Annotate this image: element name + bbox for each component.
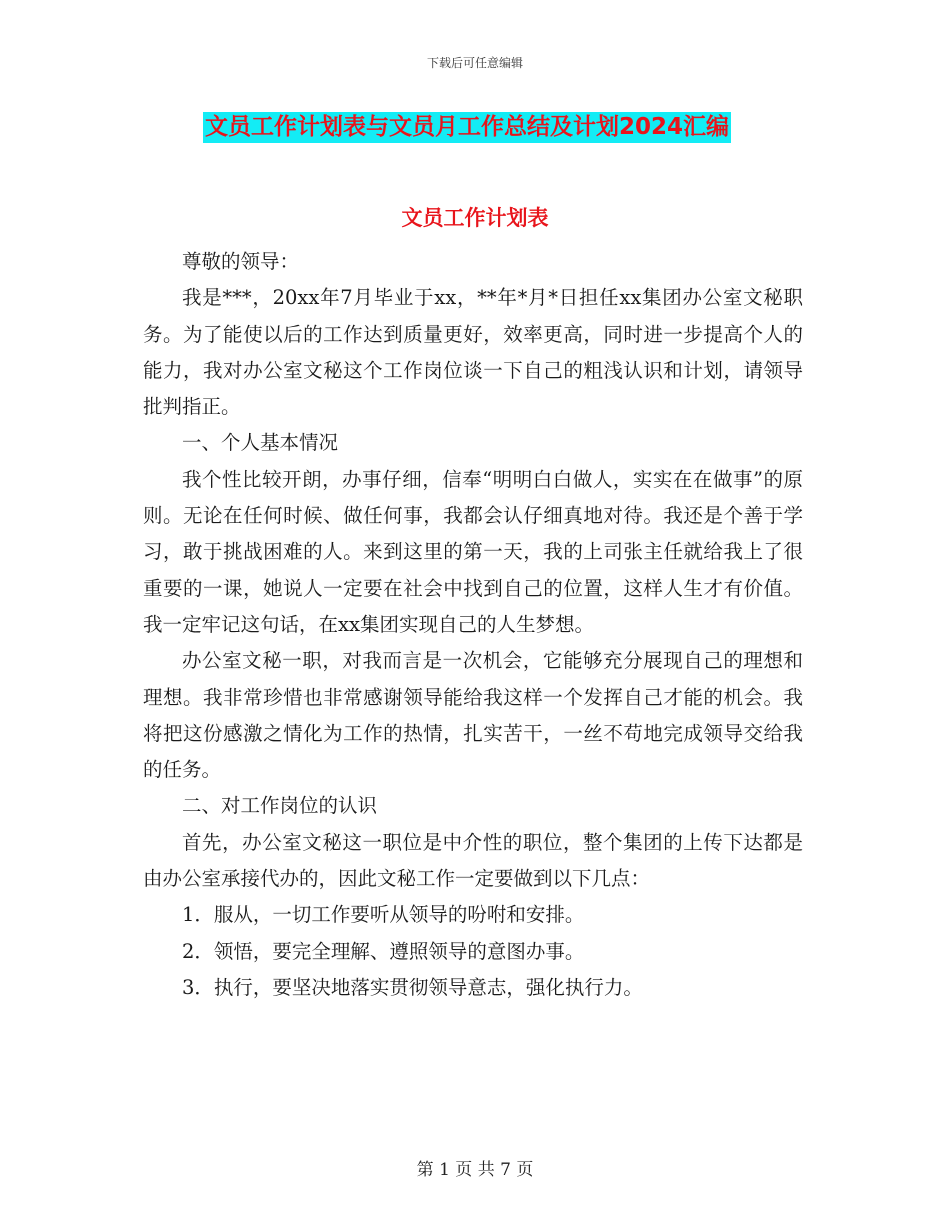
section-title: 文员工作计划表 <box>401 206 549 230</box>
heading-personal-info: 一、个人基本情况 <box>182 431 339 455</box>
heading-job-understanding: 二、对工作岗位的认识 <box>182 794 378 818</box>
list-item-obey: 1．服从，一切工作要听从领导的吩咐和安排。 <box>182 903 585 927</box>
list-item-comprehend: 2．领悟，要完全理解、遵照领导的意图办事。 <box>182 939 585 963</box>
header-note: 下载后可任意编辑 <box>426 56 523 70</box>
document-main-title: 文员工作计划表与文员月工作总结及计划2024汇编 <box>203 112 731 143</box>
paragraph-intro: 我是***，20xx年7月毕业于xx，**年*月*日担任xx集团办公室文秘职务。为了能使以后的工作达到质量更好，效率更高，同时进一步提高个人的能力，我对办公室文秘这个工作岗位谈一下自己的粗浅认识和计划，请领导批判指正。 <box>143 286 803 419</box>
paragraph-personality: 我个性比较开朗，办事仔细，信奉“明明白白做人，实实在在做事”的原则。无论在任何时候、做任何事，我都会认仔细真地对待。我还是个善于学习，敢于挑战困难的人。来到这里的第一天，我的上司张主任就给我上了很重要的一课，她说人一定要在社会中找到自己的位置，这样人生才有价值。我一定牢记这句话，在xx集团实现自己的人生梦想。 <box>143 467 803 636</box>
paragraph-opportunity: 办公室文秘一职，对我而言是一次机会，它能够充分展现自己的理想和理想。我非常珍惜也非常感谢领导能给我这样一个发挥自己才能的机会。我将把这份感激之情化为工作的热情，扎实苦干，一丝不苟地完成领导交给我的任务。 <box>143 649 803 782</box>
document-body <box>143 244 803 1006</box>
salutation: 尊敬的领导： <box>182 250 300 273</box>
page-number: 第 1 页 共 7 页 <box>416 1160 534 1180</box>
list-item-execute: 3．执行，要坚决地落实贯彻领导意志，强化执行力。 <box>182 975 643 999</box>
paragraph-job-role: 首先，办公室文秘这一职位是中介性的职位，整个集团的上传下达都是由办公室承接代办的，因此文秘工作一定要做到以下几点： <box>143 830 803 891</box>
